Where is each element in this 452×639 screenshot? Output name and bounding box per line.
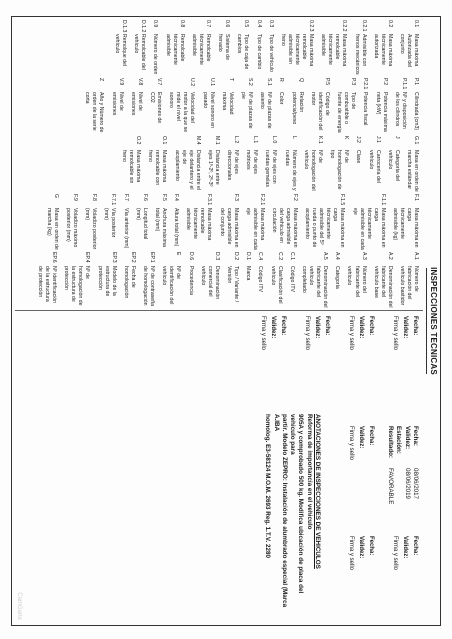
field-row: [190, 20, 211, 76]
field-row: [148, 78, 162, 134]
field-code: A.2: [386, 252, 393, 260]
sig-validez-label: Validez:: [358, 536, 364, 559]
field-row: [201, 78, 215, 134]
fecha-label: Fecha:: [412, 426, 419, 446]
field-label: Nº de contraseña de homologación: [142, 266, 156, 306]
field-code: L: [290, 136, 297, 139]
field-label: Masa máxima en carga técnicamente admisible (kg): [391, 208, 419, 248]
field-row: [218, 194, 239, 250]
field-label: Masa en orden de marcha (kg): [45, 208, 59, 250]
sig-validez-label: Validez:: [402, 536, 408, 559]
field-code: A.3: [360, 252, 367, 260]
field-label: Nº de ejes con ruedas gemelas: [264, 150, 278, 187]
field-label: Código ITV: [288, 266, 295, 292]
field-row: [386, 136, 400, 192]
sig-firma-label: Firma y sello: [260, 316, 266, 351]
field-row: [290, 78, 304, 134]
field-code: J.2: [355, 136, 362, 143]
field-code: M.1: [213, 136, 220, 145]
field-code: R: [278, 78, 285, 82]
field-label: Nº de ejes direccionales: [226, 150, 240, 181]
field-row: [269, 252, 283, 308]
field-label: Marca: [245, 266, 252, 281]
field-code: 0.2: [386, 20, 393, 28]
field-label: Vía posterior (mm): [103, 208, 117, 238]
field-code: G.1: [413, 136, 419, 145]
field-row: [96, 252, 117, 308]
field-label: Masa máxima técnicamente autorizada: [372, 34, 393, 67]
field-label: Masa máxima remolcable con freno: [147, 150, 168, 186]
field-label: Modelo de la estructura de protección: [96, 266, 117, 297]
field-code: 0.9: [152, 20, 159, 28]
field-row: [270, 194, 298, 250]
field-code: 0.2.2: [341, 20, 348, 32]
field-label: Distancia entre el eje delantero y el eje de acoplamiento: [173, 150, 201, 191]
field-code: D.2: [233, 252, 240, 261]
field-row: [398, 252, 419, 308]
field-row: [333, 252, 340, 308]
field-label: Nivel de emisiones: [110, 92, 124, 116]
field-row: [167, 78, 195, 134]
field-label: Denominación del fabricante del vehículo base: [372, 266, 393, 308]
field-label: Masa máxima remolcable sin freno: [121, 150, 142, 184]
field-label: Código ITV: [257, 266, 264, 292]
field-label: Nº de homologación de la estructura de protección: [63, 266, 91, 306]
field-label: Sistema de frenado: [217, 34, 231, 60]
resultado-value: FAVORABLE: [386, 468, 394, 505]
field-label: Categoría: [334, 266, 341, 289]
field-label: Cilindrada (cm3): [413, 92, 419, 131]
column-divider: [15, 310, 423, 311]
field-label: Voladizo máximo posterior (mm): [64, 208, 78, 248]
field-row: [277, 78, 284, 134]
inspection-notes: [263, 414, 321, 614]
sig-validez-label: Validez:: [270, 316, 276, 339]
field-row: [113, 20, 127, 76]
field-label: Categoría del vehículo: [386, 150, 400, 182]
sig-validez-label: Validez:: [402, 316, 408, 339]
sig-firma-label: Firma y sello: [304, 316, 310, 351]
field-label: Relación potencia/peso: [290, 92, 304, 125]
field-code: F.3: [232, 194, 239, 201]
field-row: [353, 20, 367, 76]
sig-firma-label: Firma y sello: [392, 536, 398, 571]
field-label: Voladizo posterior (mm): [84, 208, 98, 250]
field-row: [398, 20, 419, 76]
field-code: EP.4: [84, 252, 91, 263]
field-label: Tipo de combustible o fuente de energía: [336, 92, 357, 133]
field-label: Longitud total (mm): [134, 208, 148, 240]
field-code: F.5: [161, 194, 168, 201]
field-row: [164, 20, 185, 76]
field-code: Q: [297, 78, 304, 83]
notes-line: Reforma de importancia en el vehiculo: [305, 414, 313, 530]
field-row: [258, 78, 272, 134]
field-code: D.1.3: [121, 20, 128, 33]
field-code: 0.5: [243, 20, 250, 28]
field-code: 0.6: [224, 20, 231, 28]
field-label: Nº de plazas de pie: [240, 92, 254, 129]
field-code: P.2.1: [362, 78, 369, 90]
field-row: [120, 136, 141, 192]
field-code: F.9: [71, 194, 78, 201]
field-row: [300, 252, 328, 308]
field-label: Potencia máxima neta (kW): [374, 92, 388, 132]
field-code: F.1.5: [339, 194, 346, 206]
field-row: [235, 20, 249, 76]
field-code: C.2: [276, 252, 283, 261]
field-code: F.6: [141, 194, 148, 201]
watermark: CamGarte: [16, 592, 23, 620]
sig-validez-label: Validez:: [358, 426, 364, 449]
field-code: P.3: [350, 78, 357, 86]
field-row: [122, 194, 129, 250]
field-label: Código de identificación del motor: [309, 92, 330, 131]
notes-line: ANOTACIONES DE INSPECCIONES DE VEHICULOS: [314, 414, 321, 569]
field-code: G: [52, 194, 59, 199]
field-row: [62, 252, 90, 308]
field-column: [108, 20, 419, 76]
sig-validez-label: Validez:: [314, 316, 320, 339]
field-row: [302, 136, 323, 192]
field-label: Tipo de vehículo: [267, 34, 274, 72]
field-label: Masa máxima en carga admisible del conjunto: [218, 208, 239, 248]
field-row: [255, 20, 262, 76]
field-row: [328, 136, 349, 192]
field-row: [102, 194, 116, 250]
signature-block-7: [257, 316, 287, 354]
field-code: J.1: [374, 136, 381, 143]
field-code: U.2: [189, 78, 196, 87]
field-code: P.1.1: [400, 78, 407, 90]
field-label: Masa máxima remolcable técnicamente admisible: [185, 208, 213, 241]
field-label: Nº de homologación de tipo: [329, 150, 350, 190]
field-row: [354, 136, 361, 192]
field-row: [239, 78, 253, 134]
validez-value: 08/06/2019: [403, 468, 411, 499]
field-code: A.5: [322, 252, 329, 260]
sig-firma-label: Firma y sello: [348, 426, 354, 461]
field-code: EP.3: [110, 252, 117, 263]
field-code: 0.8: [178, 20, 185, 28]
fecha-value: 08/06/2017: [412, 468, 419, 499]
field-label: Número del fabricante del vehículo: [346, 266, 367, 298]
signature-block-4: [389, 536, 419, 574]
field-label: Masa máxima admisible en cada eje: [244, 208, 265, 250]
field-row: [283, 136, 297, 192]
field-code: V.9: [117, 78, 124, 86]
field-row: [36, 252, 57, 308]
field-label: Nº de ejes motrices: [245, 150, 259, 174]
field-label: Remolcable técnicamente admisible: [164, 34, 185, 65]
field-label: Admisible con frenos mecánicos: [353, 34, 367, 75]
field-row: [303, 194, 345, 250]
field-row: [256, 252, 263, 308]
field-row: [146, 136, 167, 192]
field-code: P.2: [381, 78, 388, 86]
field-code: D.3: [213, 252, 220, 261]
field-code: V.7: [156, 78, 163, 86]
document-title: INSPECCIONES TECNICAS: [429, 267, 438, 375]
field-row: [244, 194, 265, 250]
field-label: Remolque del vehículo: [114, 34, 128, 67]
field-code: F.7.1: [110, 194, 117, 206]
field-code: C.1: [288, 252, 295, 261]
field-row: [345, 252, 366, 308]
field-code: F.2: [292, 194, 299, 201]
field-row: [374, 78, 388, 134]
field-row: [220, 78, 234, 134]
field-row: [319, 20, 347, 76]
field-label: Distancia entre ejes 1º-2º, 2º-3º: [206, 150, 220, 187]
field-label: Nº y disposición de los cilindros: [393, 92, 407, 129]
field-column: [31, 252, 419, 308]
field-label: Remolcable técnicamente admisible: [190, 34, 211, 65]
field-column: [115, 136, 419, 192]
field-label: Nivel de emisiones: [129, 92, 143, 116]
sig-validez-label: Validez:: [358, 316, 364, 339]
signature-block-3: [345, 426, 375, 464]
field-row: [372, 20, 393, 76]
sig-fecha-label: Fecha:: [368, 536, 374, 556]
field-code: V.8: [136, 78, 143, 86]
field-label: Tipo / Variante / Versión: [226, 266, 240, 303]
field-code: 0.1: [413, 20, 419, 28]
field-label: Potencia fiscal: [362, 92, 369, 126]
field-label: Nº de identificación del vehículo: [161, 266, 182, 305]
field-code: F.3.1: [206, 194, 213, 206]
field-label: Velocidad máxima: [220, 92, 234, 115]
field-row: [263, 136, 277, 192]
field-code: D.6: [187, 252, 194, 261]
field-code: P.1: [413, 78, 419, 86]
field-row: [244, 252, 251, 308]
signature-block-2: [345, 316, 375, 354]
field-code: Z: [98, 78, 105, 82]
field-row: [335, 78, 356, 134]
field-label: Carrocería del vehículo: [367, 150, 381, 183]
field-label: Masa máxima en carga técnicamente admisible en cada eje: [351, 208, 386, 250]
field-row: [412, 78, 419, 134]
field-label: Altura total (mm): [173, 208, 180, 247]
field-code: L.0: [271, 136, 278, 144]
field-code: EP.2: [129, 252, 136, 263]
estacion-label: Estación:: [395, 426, 403, 454]
field-code: F.8: [91, 194, 98, 201]
field-code: E: [175, 252, 182, 256]
field-code: M.4: [194, 136, 201, 145]
field-code: S.1: [266, 78, 273, 86]
field-row: [267, 20, 274, 76]
field-label: Procedencia: [187, 266, 194, 295]
field-code: F.4: [173, 194, 180, 201]
sig-fecha-label: Fecha:: [412, 316, 418, 336]
field-label: Masa máxima en carga técnicamente admisible del 5º rueda o punto de acoplamiento: [304, 208, 346, 248]
field-label: Número de orden: [152, 34, 159, 75]
title-underline: [426, 268, 427, 374]
field-code: S.2: [247, 78, 254, 86]
sig-fecha-label: Fecha:: [368, 316, 374, 336]
field-column: [40, 194, 419, 250]
field-row: [83, 194, 97, 250]
notes-line: partir. Modelo ZEPRO: Instalación de alumbrado especial (Marca A.IBA: [272, 414, 288, 608]
field-code: F.1.1: [379, 194, 386, 206]
sig-firma-label: Firma y sello: [348, 316, 354, 351]
inspection-sheet: [11, 16, 441, 626]
field-code: 0.7: [204, 20, 211, 28]
field-label: Nº de plazas de asiento: [259, 92, 273, 129]
sig-fecha-label: Fecha:: [368, 426, 374, 446]
field-row: [45, 194, 59, 250]
field-code: 0.2.1: [360, 20, 367, 32]
validez-label: Validez:: [403, 426, 411, 450]
field-code: L.1: [252, 136, 259, 144]
field-row: [351, 194, 386, 250]
field-row: [184, 194, 212, 250]
field-row: [225, 252, 239, 308]
field-label: Masa máxima remolcable técnicamente admisible sin freno: [280, 34, 315, 67]
field-code: L.2: [233, 136, 240, 144]
field-row: [132, 20, 146, 76]
field-code: EP.1: [149, 252, 156, 263]
field-code: O.2: [135, 136, 142, 145]
field-code: 0.4: [255, 20, 262, 28]
field-code: A.4: [334, 252, 341, 260]
field-label: Denominación comercial del vehículo: [199, 266, 220, 300]
field-row: [393, 78, 407, 134]
field-label: Año y Número de orden de la serie corta: [84, 92, 105, 133]
field-row: [391, 194, 419, 250]
notes-line: homolog. E3-58124 M.O.M. 2693 Reg. 1.T.V. 2280: [264, 414, 272, 558]
field-row: [309, 78, 330, 134]
field-label: Velocidad del motor a la que se mide el nivel sonoro: [168, 92, 196, 133]
field-code: D.1.2: [140, 20, 147, 33]
field-row: [187, 252, 194, 308]
field-row: [83, 78, 104, 134]
field-row: [372, 252, 393, 308]
field-label: Clasificación del vehículo: [269, 266, 283, 304]
field-label: Masa en orden de marcha estándar: [405, 150, 419, 192]
field-label: Fecha de homologación: [122, 266, 136, 299]
field-row: [173, 136, 201, 192]
field-label: Emisiones de CO2: [149, 92, 163, 124]
field-label: Remolcable del vehículo: [133, 34, 147, 70]
field-row: [160, 252, 181, 308]
field-row: [367, 136, 381, 192]
field-code: D.1: [245, 252, 252, 261]
field-label: Número de ejes y ruedas: [283, 150, 297, 191]
field-label: Color: [278, 92, 285, 105]
field-code: T: [227, 78, 234, 82]
field-label: Nº identificación de la estructura de protección: [37, 266, 58, 304]
field-code: C.4: [257, 252, 264, 261]
field-row: [122, 252, 136, 308]
signature-block-5: [345, 536, 375, 574]
sig-fecha-label: Fecha:: [324, 316, 330, 336]
field-row: [153, 194, 167, 250]
sig-firma-label: Firma y sello: [392, 316, 398, 351]
notes-line: 905A y comprobado 500 kg. Modifica ubicación de placa del vehiculo para: [289, 414, 305, 594]
field-label: Vía anterior (mm): [122, 208, 129, 249]
field-column: [78, 78, 419, 134]
field-row: [110, 78, 124, 134]
field-label: Nivel sonoro en parado: [201, 92, 215, 129]
field-row: [151, 20, 158, 76]
field-code: U.1: [208, 78, 215, 87]
sig-fecha-label: Fecha:: [280, 316, 286, 336]
field-row: [206, 136, 220, 192]
field-code: EP.6: [51, 252, 58, 263]
field-row: [129, 78, 143, 134]
field-label: Masa máxima en carga admisible del vehículo en circulación: [271, 208, 299, 248]
field-code: F.2.1: [258, 194, 265, 206]
signature-block-1: [389, 316, 419, 354]
sig-firma-label: Firma y sello: [348, 536, 354, 571]
signature-block-6: [301, 316, 331, 354]
field-label: Denominación del fabricante del vehículo completado: [301, 266, 329, 308]
field-code: F.7: [122, 194, 129, 201]
field-code: J: [393, 136, 400, 139]
field-label: Masa máxima remolcable técnicamente admisible: [320, 34, 348, 67]
field-row: [244, 136, 258, 192]
field-row: [216, 20, 230, 76]
field-label: Anchura máxima total (mm): [154, 208, 168, 247]
field-code: 0.2.3: [308, 20, 315, 32]
field-label: Masa máxima Autorizada del conjunto: [398, 34, 419, 68]
field-row: [405, 136, 419, 192]
field-label: Clase: [355, 150, 362, 164]
field-code: 0.3: [267, 20, 274, 28]
field-code: F.1: [413, 194, 419, 201]
inspection-info: [386, 426, 419, 504]
field-row: [225, 136, 239, 192]
field-code: A.1: [413, 252, 419, 260]
field-code: O.1: [161, 136, 168, 145]
field-row: [279, 20, 314, 76]
field-code: K.1: [316, 136, 323, 144]
sig-fecha-label: Fecha:: [412, 536, 418, 556]
field-row: [199, 252, 220, 308]
field-label: Tipo de caja de cambios: [236, 34, 250, 70]
field-label: Número de fabricación del vehículo bastidor: [398, 266, 419, 306]
field-row: [64, 194, 78, 250]
field-code: P.5: [323, 78, 330, 86]
field-row: [134, 194, 148, 250]
field-code: K: [343, 136, 350, 140]
field-row: [141, 252, 155, 308]
field-row: [361, 78, 368, 134]
field-row: [172, 194, 179, 250]
resultado-label: Resultado:: [386, 426, 394, 458]
field-label: Tipo de cambio: [255, 34, 262, 70]
field-label: Nº de homologación del vehículo: [302, 150, 323, 191]
field-row: [288, 252, 295, 308]
